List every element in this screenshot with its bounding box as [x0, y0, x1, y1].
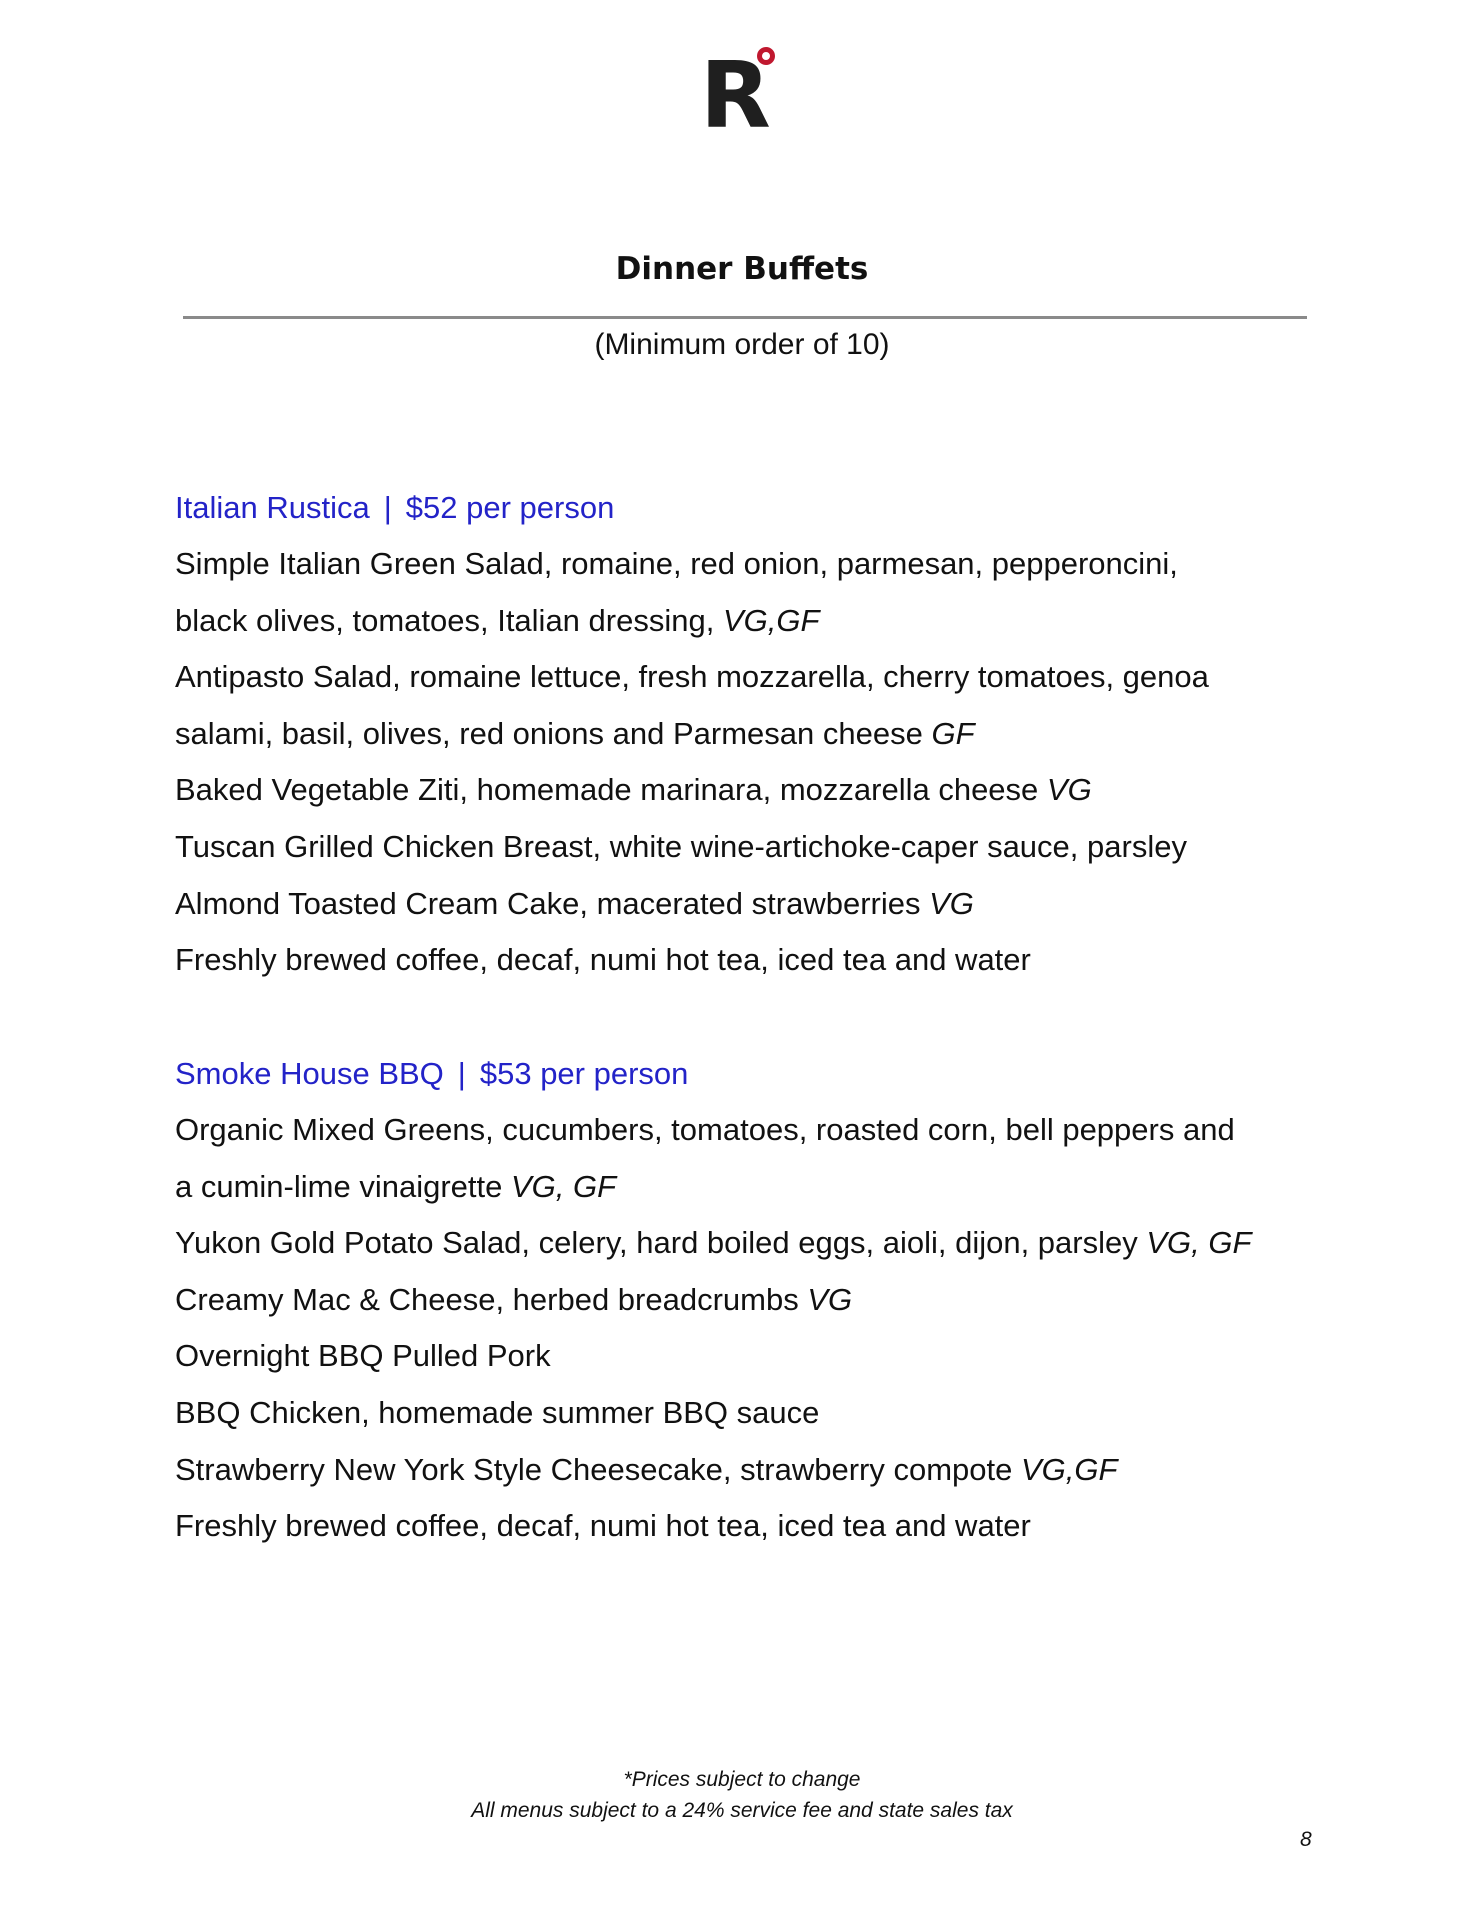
dietary-tag: VG	[929, 885, 974, 921]
menu-item: Baked Vegetable Ziti, homemade marinara, mozzarella cheese VG	[175, 772, 1092, 808]
menu-name: Italian Rustica	[175, 490, 370, 525]
dietary-tag: VG, GF	[1146, 1225, 1252, 1261]
menu-name: Smoke House BBQ	[175, 1056, 444, 1091]
logo-ring-icon	[757, 47, 775, 65]
menu-item: Simple Italian Green Salad, romaine, red onion, parmesan, pepperoncini,	[175, 546, 1178, 581]
menu-item: Creamy Mac & Cheese, herbed breadcrumbs VG	[175, 1281, 853, 1317]
menu-item: Freshly brewed coffee, decaf, numi hot tea, iced tea and water	[175, 942, 1031, 978]
dietary-tag: VG	[1046, 772, 1092, 808]
menu-item: Tuscan Grilled Chicken Breast, white wine-artichoke-caper sauce, parsley	[175, 828, 1187, 864]
page-number: 8	[1300, 1828, 1312, 1851]
title-divider	[183, 316, 1307, 319]
footer-service-fee-note: All menus subject to a 24% service fee and state sales tax	[471, 1799, 1013, 1822]
menu-item: Freshly brewed coffee, decaf, numi hot tea, iced tea and water	[175, 1508, 1031, 1544]
dietary-tag: VG, GF	[510, 1168, 617, 1204]
menu-item: black olives, tomatoes, Italian dressing, VG,GF	[175, 602, 820, 638]
menu-price: $53 per person	[479, 1056, 689, 1091]
menu-item: Yukon Gold Potato Salad, celery, hard boiled eggs, aioli, dijon, parsley VG, GF	[175, 1225, 1252, 1261]
menu-section-smoke-house-bbq	[175, 1045, 1325, 1555]
menu-item: Overnight BBQ Pulled Pork	[175, 1338, 551, 1374]
menu-item: a cumin-lime vinaigrette VG, GF	[175, 1168, 617, 1204]
logo-letter: R	[700, 42, 771, 149]
heading-separator: |	[383, 490, 392, 525]
dietary-tag: VG,GF	[722, 602, 820, 638]
menu-item: Strawberry New York Style Cheesecake, strawberry compote VG,GF	[175, 1451, 1118, 1487]
menu-item: salami, basil, olives, red onions and Parmesan cheese GF	[175, 715, 975, 751]
menu-item: Antipasto Salad, romaine lettuce, fresh mozzarella, cherry tomatoes, genoa	[175, 659, 1209, 695]
menu-price: $52 per person	[405, 490, 615, 525]
menu-item: Organic Mixed Greens, cucumbers, tomatoes, roasted corn, bell peppers and	[175, 1112, 1235, 1147]
minimum-order-note: (Minimum order of 10)	[594, 328, 890, 361]
menu-item: Almond Toasted Cream Cake, macerated strawberries VG	[175, 885, 974, 921]
menu-heading	[175, 479, 1325, 536]
menu-section-italian-rustica	[175, 479, 1325, 989]
menu-item: BBQ Chicken, homemade summer BBQ sauce	[175, 1394, 820, 1430]
footer-price-note: *Prices subject to change	[623, 1768, 861, 1791]
brand-logo	[700, 42, 792, 149]
dietary-tag: GF	[931, 715, 975, 751]
dietary-tag: VG,GF	[1020, 1451, 1118, 1487]
dietary-tag: VG	[807, 1281, 853, 1317]
heading-separator: |	[457, 1056, 466, 1091]
page-title: Dinner Buffets	[615, 251, 869, 287]
menu-heading	[175, 1045, 1325, 1102]
